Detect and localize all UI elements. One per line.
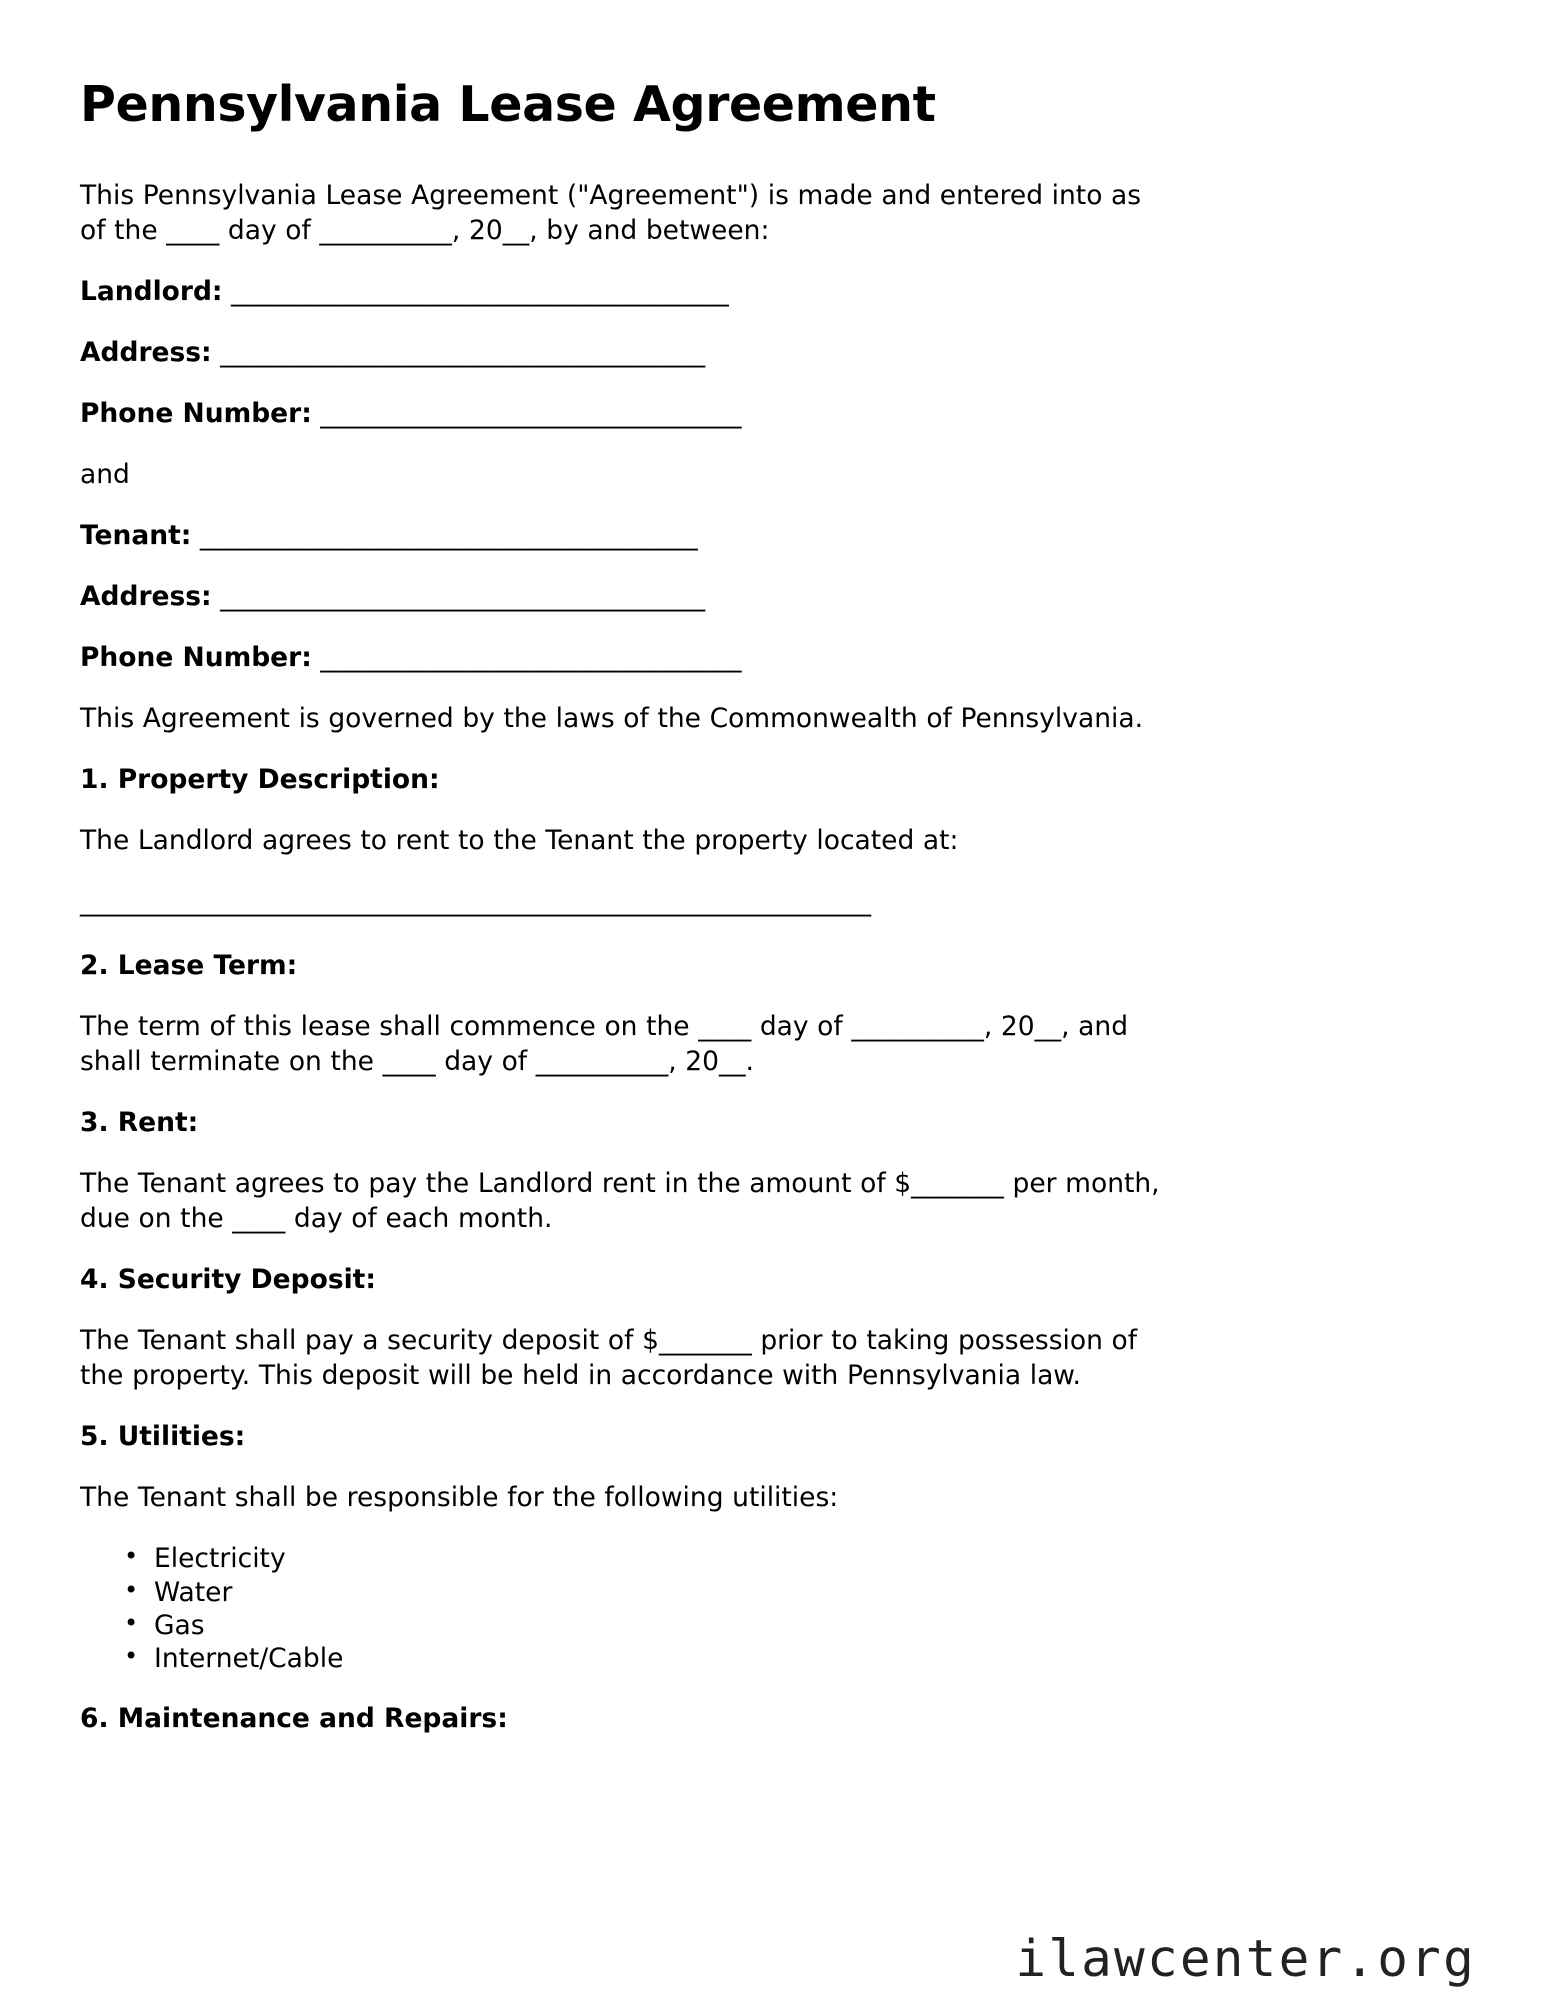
landlord-address-label: Address: [80, 336, 212, 368]
landlord-address-blank[interactable]: ______________________________________ [220, 336, 705, 368]
list-item: • Internet/Cable [118, 1642, 1474, 1675]
landlord-name-label: Landlord: [80, 275, 223, 307]
tenant-address-field [80, 580, 1474, 615]
section-heading-lease-term: 2. Lease Term: [80, 950, 298, 982]
landlord-name-field [80, 275, 1474, 310]
section-body-rent: The Tenant agrees to pay the Landlord rent in the amount of $_______ per month, due on the ____ day of each month. [80, 1168, 1160, 1235]
page-title: Pennsylvania Lease Agreement [80, 76, 936, 133]
section-body-utilities: The Tenant shall be responsible for the following utilities: [80, 1482, 839, 1514]
landlord-phone-blank[interactable]: _________________________________ [320, 397, 742, 429]
landlord-phone-label: Phone Number: [80, 397, 312, 429]
and-connector: and [80, 458, 130, 490]
section-body-property-description: The Landlord agrees to rent to the Tenant the property located at: [80, 824, 959, 856]
list-item: • Gas [118, 1609, 1474, 1642]
section-heading-utilities: 5. Utilities: [80, 1421, 246, 1453]
tenant-phone-label: Phone Number: [80, 641, 312, 673]
intro-paragraph: This Pennsylvania Lease Agreement ("Agreement") is made and entered into as of the ____ day of __________, 20__, by and between: [80, 179, 1142, 246]
list-item: • Water [118, 1576, 1474, 1609]
landlord-name-blank[interactable]: _______________________________________ [230, 275, 729, 307]
landlord-address-field [80, 336, 1474, 371]
tenant-name-blank[interactable]: _______________________________________ [199, 519, 698, 551]
tenant-address-blank[interactable]: ______________________________________ [220, 580, 705, 612]
tenant-name-label: Tenant: [80, 519, 192, 551]
section-heading-maintenance-and-repairs: 6. Maintenance and Repairs: [80, 1702, 508, 1734]
tenant-name-field [80, 519, 1474, 554]
section-heading-property-description: 1. Property Description: [80, 763, 440, 795]
landlord-phone-field [80, 397, 1474, 432]
section-heading-security-deposit: 4. Security Deposit: [80, 1264, 376, 1296]
list-item: • Electricity [118, 1542, 1474, 1575]
section-body-lease-term: The term of this lease shall commence on the ____ day of __________, 20__, and shall terminate on the ____ day of __________, 20__. [80, 1011, 1129, 1078]
property-address-blank[interactable]: ______________________________________________________________ [80, 885, 871, 917]
utilities-list [80, 1542, 1474, 1676]
section-body-security-deposit: The Tenant shall pay a security deposit of $_______ prior to taking possession of the property. This deposit will be held in accordance with Pennsylvania law. [80, 1325, 1138, 1392]
site-watermark: ilawcenter.org [1015, 1930, 1476, 1989]
section-heading-rent: 3. Rent: [80, 1107, 199, 1139]
tenant-phone-blank[interactable]: _________________________________ [320, 641, 742, 673]
tenant-phone-field [80, 641, 1474, 676]
tenant-address-label: Address: [80, 580, 212, 612]
governing-law-paragraph: This Agreement is governed by the laws of the Commonwealth of Pennsylvania. [80, 702, 1144, 734]
